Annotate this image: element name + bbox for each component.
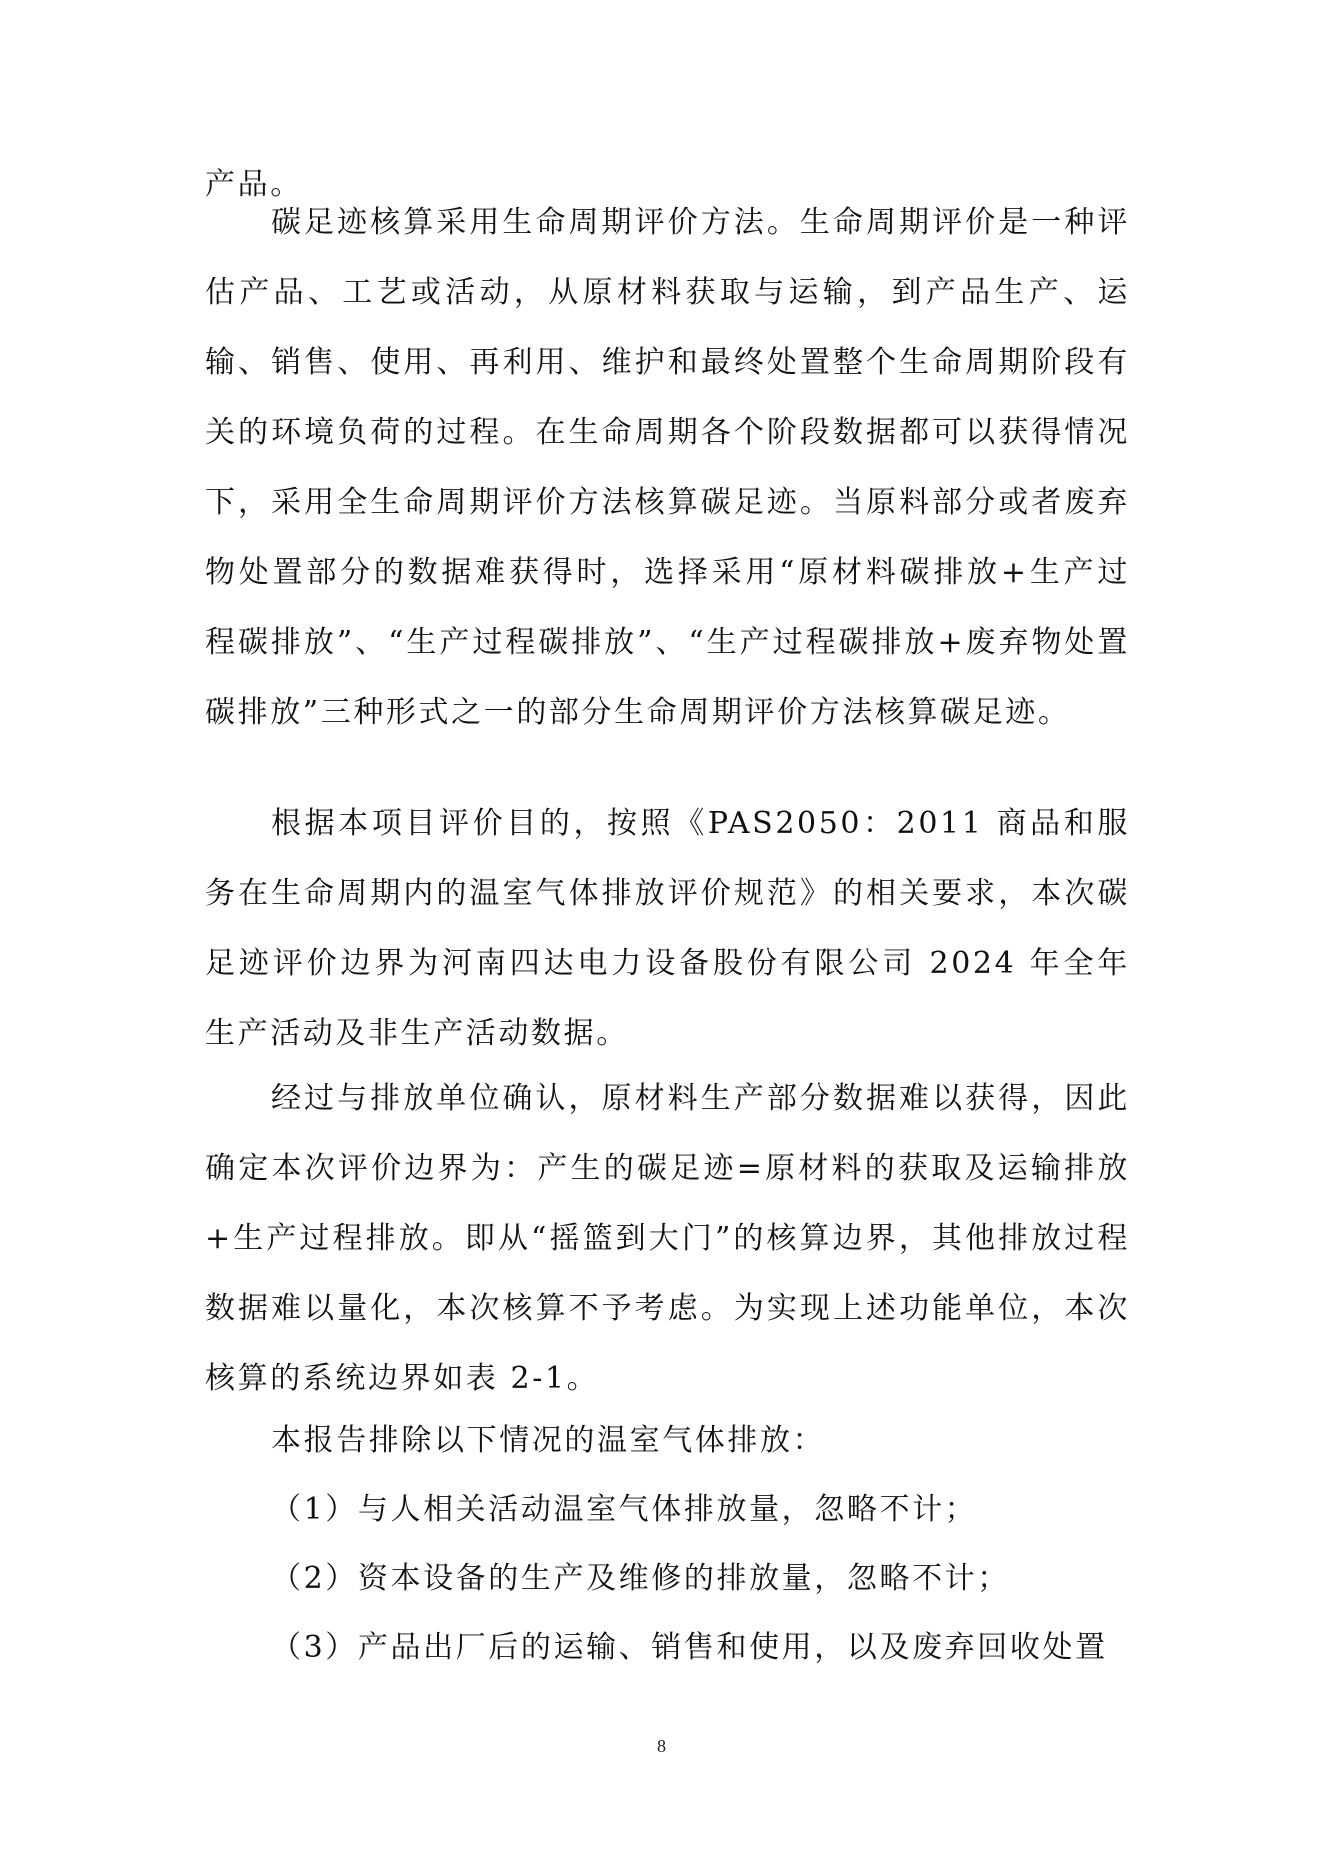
paragraph-lca-method: 碳足迹核算采用生命周期评价方法。生命周期评价是一种评估产品、工艺或活动，从原材料获取与运输，到产品生产、运输、销售、使用、再利用、维护和最终处置整个生命周期阶段有关的环境负荷的过程。在生命周期各个阶段数据都可以获得情况下，采用全生命周期评价方法核算碳足迹。当原料部分或者废弃物处置部分的数据难获得时，选择采用“原材料碳排放+生产过程碳排放”、“生产过程碳排放”、“生产过程碳排放+废弃物处置碳排放”三种形式之一的部分生命周期评价方法核算碳足迹。 xyxy=(205,205,1130,730)
paragraph-evaluation-boundary: 根据本项目评价目的，按照《PAS2050：2011 商品和服务在生命周期内的温室气体排放评价规范》的相关要求，本次碳足迹评价边界为河南四达电力设备股份有限公司 2024 年全年生产活动及非生产活动数据。 xyxy=(205,806,1130,1051)
page-number: 8 xyxy=(657,1736,666,1756)
paragraph-exclusions-intro: 本报告排除以下情况的温室气体排放： xyxy=(271,1423,826,1458)
exclusion-item: （3）产品出厂后的运输、销售和使用，以及废弃回收处置 xyxy=(271,1630,1108,1665)
exclusion-item: （2）资本设备的生产及维修的排放量，忽略不计； xyxy=(271,1561,1010,1596)
paragraph-continuation: 产品。 xyxy=(205,167,303,202)
exclusion-item: （1）与人相关活动温室气体排放量，忽略不计； xyxy=(271,1492,978,1527)
paragraph-system-boundary: 经过与排放单位确认，原材料生产部分数据难以获得，因此确定本次评价边界为：产生的碳足迹=原材料的获取及运输排放+生产过程排放。即从“摇篮到大门”的核算边界，其他排放过程数据难以量化，本次核算不予考虑。为实现上述功能单位，本次核算的系统边界如表 2-1。 xyxy=(205,1081,1130,1396)
